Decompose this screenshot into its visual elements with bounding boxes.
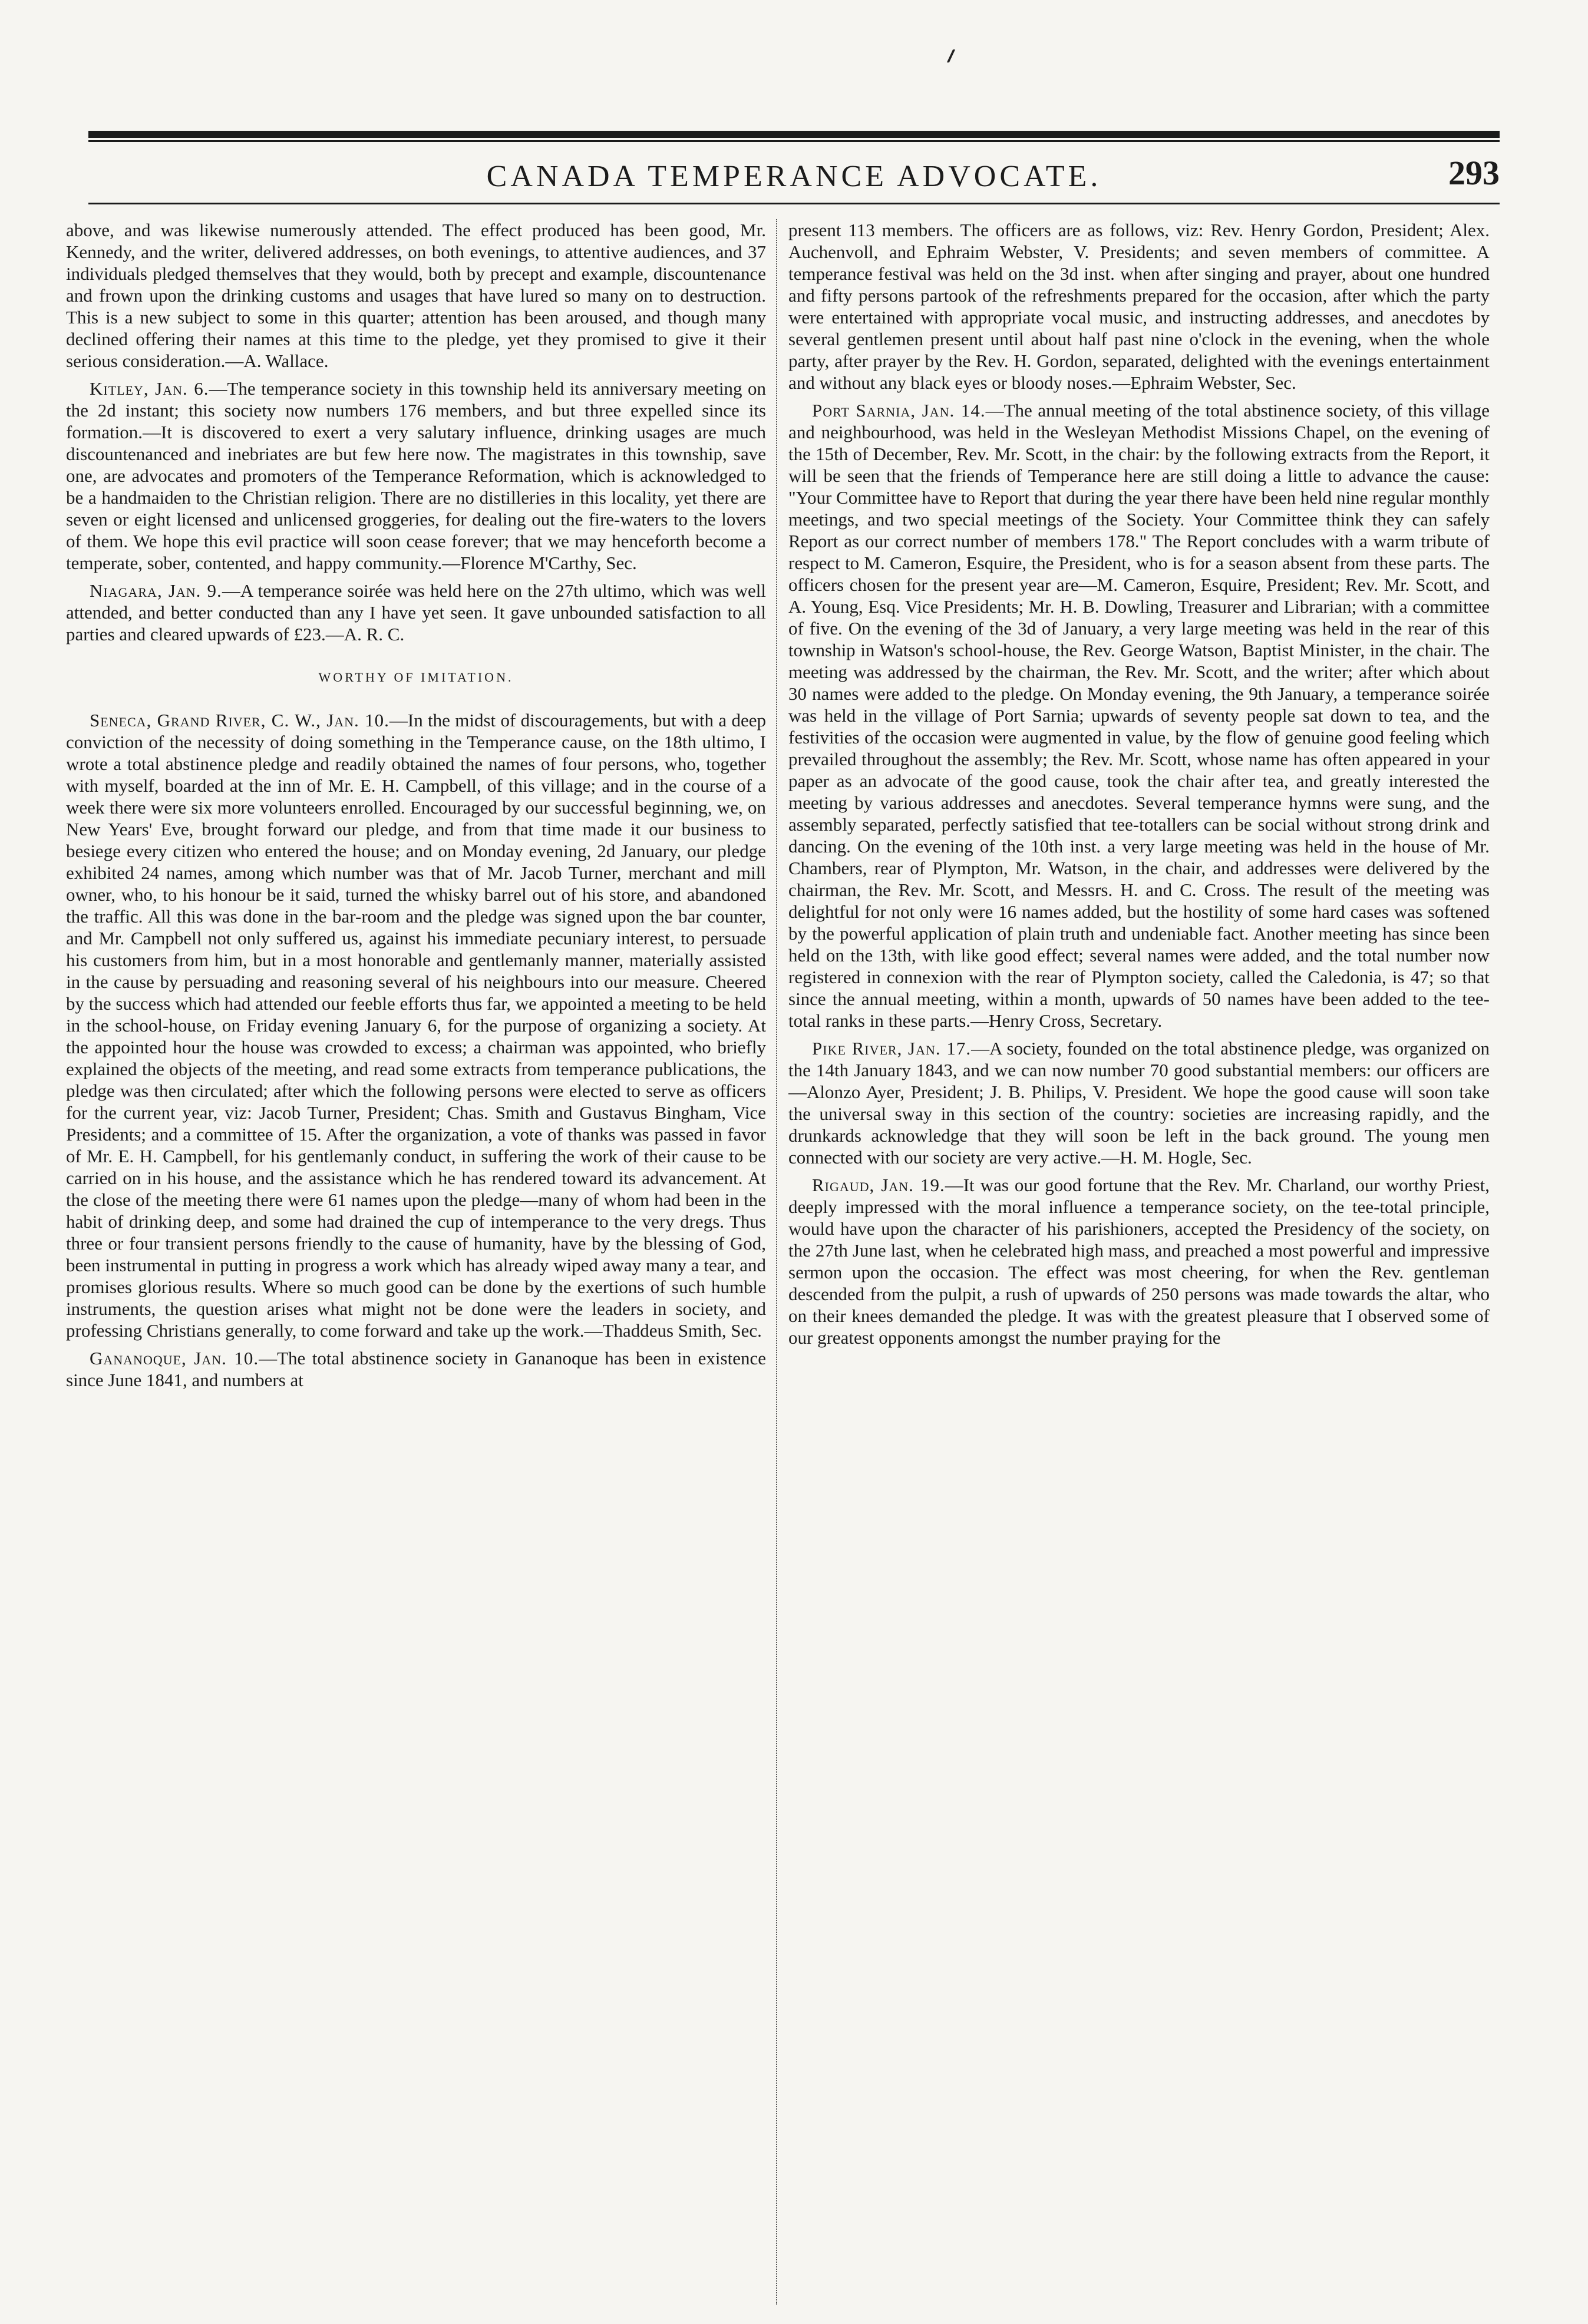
paragraph-text: above, and was likewise numerously attended. The effect produced has been good, Mr. Kennedy, and the writer, delivered addresses, on both evenings, to attentive audiences, and 37 individuals pledged themselves that they would, both by precept and example, discountenance and frown upon the drinking customs and usages that have lured so many on to destruction. This is a new subject to some in this quarter; attention has been aroused, and though many declined offering their names at this time to the pledge, yet they promised to give it their serious consideration.—A. Wallace. [66,220,766,371]
header-rule-thick [88,131,1500,138]
paragraph-text: —A society, founded on the total abstinence pledge, was organized on the 14th January 1843, and we can now number 70 good substantial members: our officers are—Alonzo Ayer, President; J. B. Philips, V. President. We hope the good cause will soon take the universal sway in this section of the country: societies are increasing rapidly, and the drunkards acknowledge that they will soon be left in the back ground. The young men connected with our society are very active.—H. M. Hogle, Sec. [788,1038,1490,1168]
article-paragraph [788,399,1490,1032]
article-paragraph [788,219,1490,394]
section-heading: WORTHY OF IMITATION. [318,670,514,685]
column-divider [776,219,777,2305]
page-number: 293 [1448,154,1500,192]
article-paragraph [788,1037,1490,1168]
paragraph-text: —The total abstinence society in Gananoque has been in existence since June 1841, and numbers at [66,1348,766,1390]
publication-title: CANADA TEMPERANCE ADVOCATE. [486,160,1102,193]
running-header [88,156,1500,198]
dateline: Pike River, Jan. 17. [812,1038,972,1059]
paragraph-text: —The temperance society in this township held its anniversary meeting on the 2d instant; this society now numbers 176 members, and but three expelled since its formation.—It is discovered to exert a very salutary influence, drinking usages are much discountenanced and inebriates are but few here now. The magistrates in this township, save one, are advocates and promoters of the Temperance Reformation, which is acknowledged to be a handmaiden to the Christian religion. There are no distilleries in this locality, yet there are seven or eight licensed and unlicensed groggeries, for dealing out the fire-waters to the lovers of them. We hope this evil practice will soon cease forever; that we may henceforth become a temperate, sober, contented, and happy community.—Florence M'Carthy, Sec. [66,378,766,573]
article-paragraph [66,378,766,574]
left-column [66,219,766,2305]
article-paragraph [788,1174,1490,1348]
header-underline [88,203,1500,204]
paragraph-text: —In the midst of discouragements, but with a deep conviction of the necessity of doing something in the Temperance cause, on the 18th ultimo, I wrote a total abstinence pledge and readily obtained the names of four persons, who, together with myself, boarded at the inn of Mr. E. H. Campbell, of this village; and in the course of a week there were six more volunteers enrolled. Encouraged by our successful beginning, we, on New Years' Eve, brought forward our pledge, and from that time made it our business to besiege every citizen who entered the house; and on Monday evening, 2d January, our pledge exhibited 24 names, among which number was that of Mr. Jacob Turner, merchant and mill owner, who, to his honour be it said, turned the whisky barrel out of his store, and abandoned the traffic. All this was done in the bar-room and the pledge was signed upon the bar counter, and Mr. Campbell not only suffered us, against his immediate pecuniary interest, to persuade his customers from him, but in a most honorable and gentlemanly manner, materially assisted in the cause by persuading and reasoning several of his neighbours into our measure. Cheered by the success which had attended our feeble efforts thus far, we appointed a meeting to be held in the school-house, on Friday evening January 6, for the purpose of organizing a society. At the appointed hour the house was crowded to excess; a chairman was appointed, who briefly explained the objects of the meeting, and read some extracts from temperance publications, the pledge was then circulated; after which the following persons were elected to serve as officers for the current year, viz: Jacob Turner, President; Chas. Smith and Gustavus Bingham, Vice Presidents; and a committee of 15. After the organization, a vote of thanks was passed in favor of Mr. E. H. Campbell, for his gentlemanly conduct, in suffering the work of their cause to be carried on in his house, and the assistance which he has rendered toward its advancement. At the close of the meeting there were 61 names upon the pledge—many of whom had been in the habit of drinking deep, and some had drained the cup of intemperance to the very dregs. Thus three or four transient persons friendly to the cause of humanity, have by the blessing of God, been instrumental in putting in progress a work which has already wiped away many a tear, and promises glorious results. Where so much good can be done by the exertions of such humble instruments, the question arises what might not be done were the leaders in society, and professing Christians generally, to come forward and take up the work.—Thaddeus Smith, Sec. [66,710,766,1341]
article-paragraph [66,219,766,372]
dateline: Seneca, Grand River, C. W., Jan. 10. [90,710,389,730]
paragraph-text: —A temperance soirée was held here on the 27th ultimo, which was well attended, and better conducted than any I have yet seen. It gave unbounded satisfaction to all parties and cleared upwards of £23.—A. R. C. [66,580,766,644]
dateline: Gananoque, Jan. 10. [90,1348,259,1368]
ink-mark [947,49,963,62]
dateline: Port Sarnia, Jan. 14. [812,400,986,421]
paragraph-text: present 113 members. The officers are as follows, viz: Rev. Henry Gordon, President; Alex. Auchenvoll, and Ephraim Webster, V. Presidents; and seven members of committee. A temperance festival was held on the 3d inst. when after singing and prayer, about one hundred and fifty persons partook of the refreshments prepared for the occasion, after which the party were entertained with appropriate vocal music, and instructing addresses, and anecdotes by several gentlemen present until about half past nine o'clock in the evening, when the whole party, after prayer by the Rev. H. Gordon, separated, delighted with the evenings entertainment and without any black eyes or bloody noses.—Ephraim Webster, Sec. [788,220,1490,393]
article-paragraph [66,1347,766,1391]
dateline: Kitley, Jan. 6. [90,378,209,399]
right-column [788,219,1490,2305]
article-paragraph [66,580,766,645]
dateline: Niagara, Jan. 9. [90,580,222,601]
dateline: Rigaud, Jan. 19. [812,1175,945,1195]
article-paragraph [66,709,766,1341]
paragraph-text: —It was our good fortune that the Rev. Mr. Charland, our worthy Priest, deeply impressed with the moral influence a temperance society, on the tee-total principle, would have upon the character of his parishioners, accepted the Presidency of the society, on the 27th June last, when he celebrated high mass, and preached a most powerful and impressive sermon upon the occasion. The effect was most cheering, for when the Rev. gentleman descended from the pulpit, a rush of upwards of 250 persons was made towards the altar, who on their knees demanded the pledge. It was with the greatest pleasure that I observed some of our greatest opponents amongst the number praying for the [788,1175,1490,1348]
header-rule-thin [88,140,1500,142]
paragraph-text: —The annual meeting of the total abstinence society, of this village and neighbourhood, was held in the Wesleyan Methodist Missions Chapel, on the evening of the 15th of December, Rev. Mr. Scott, in the chair: by the following extracts from the Report, it will be seen that the friends of Temperance here are still doing a little to advance the cause: "Your Committee have to Report that during the year there have been held nine regular monthly meetings, and two special meetings of the Society. Your Committee think they can safely Report as our correct number of members 178." The Report concludes with a warm tribute of respect to M. Cameron, Esquire, the President, who is for a season absent from these parts. The officers chosen for the present year are—M. Cameron, Esquire, President; Rev. Mr. Scott, and A. Young, Esq. Vice Presidents; Mr. H. B. Dowling, Treasurer and Librarian; with a committee of five. On the evening of the 3d of January, a very large meeting was held in the rear of this township in Watson's school-house, the Rev. George Watson, Baptist Minister, in the chair. The meeting was addressed by the chairman, the Rev. Mr. Scott, and the writer; after which about 30 names were added to the pledge. On Monday evening, the 9th January, a temperance soirée was held in the village of Port Sarnia; upwards of seventy people sat down to tea, and the festivities of the occasion were augmented in value, by the flow of genuine good feeling which prevailed throughout the assembly; the Rev. Mr. Scott, whose name has often appeared in your paper as an advocate of the good cause, took the chair after tea, and greatly interested the meeting by various addresses and anecdotes. Several temperance hymns were sung, and the assembly separated, perfectly satisfied that tee-totallers can be social without strong drink and dancing. On the evening of the 10th inst. a very large meeting was held in the house of Mr. Chambers, rear of Plympton, Mr. Watson, in the chair, and addresses were delivered by the chairman, the Rev. Mr. Scott, and Messrs. H. and C. Cross. The result of the meeting was delightful for not only were 16 names added, but the hostility of some hard cases was softened by the powerful application of plain truth and undeniable fact. Another meeting has since been held on the 13th, with like good effect; several names were added, and the total number now registered in connexion with the rear of Plympton society, called the Caledonia, is 47; so that since the annual meeting, within a month, upwards of 50 names have been added to the tee-total ranks in these parts.—Henry Cross, Secretary. [788,400,1490,1031]
